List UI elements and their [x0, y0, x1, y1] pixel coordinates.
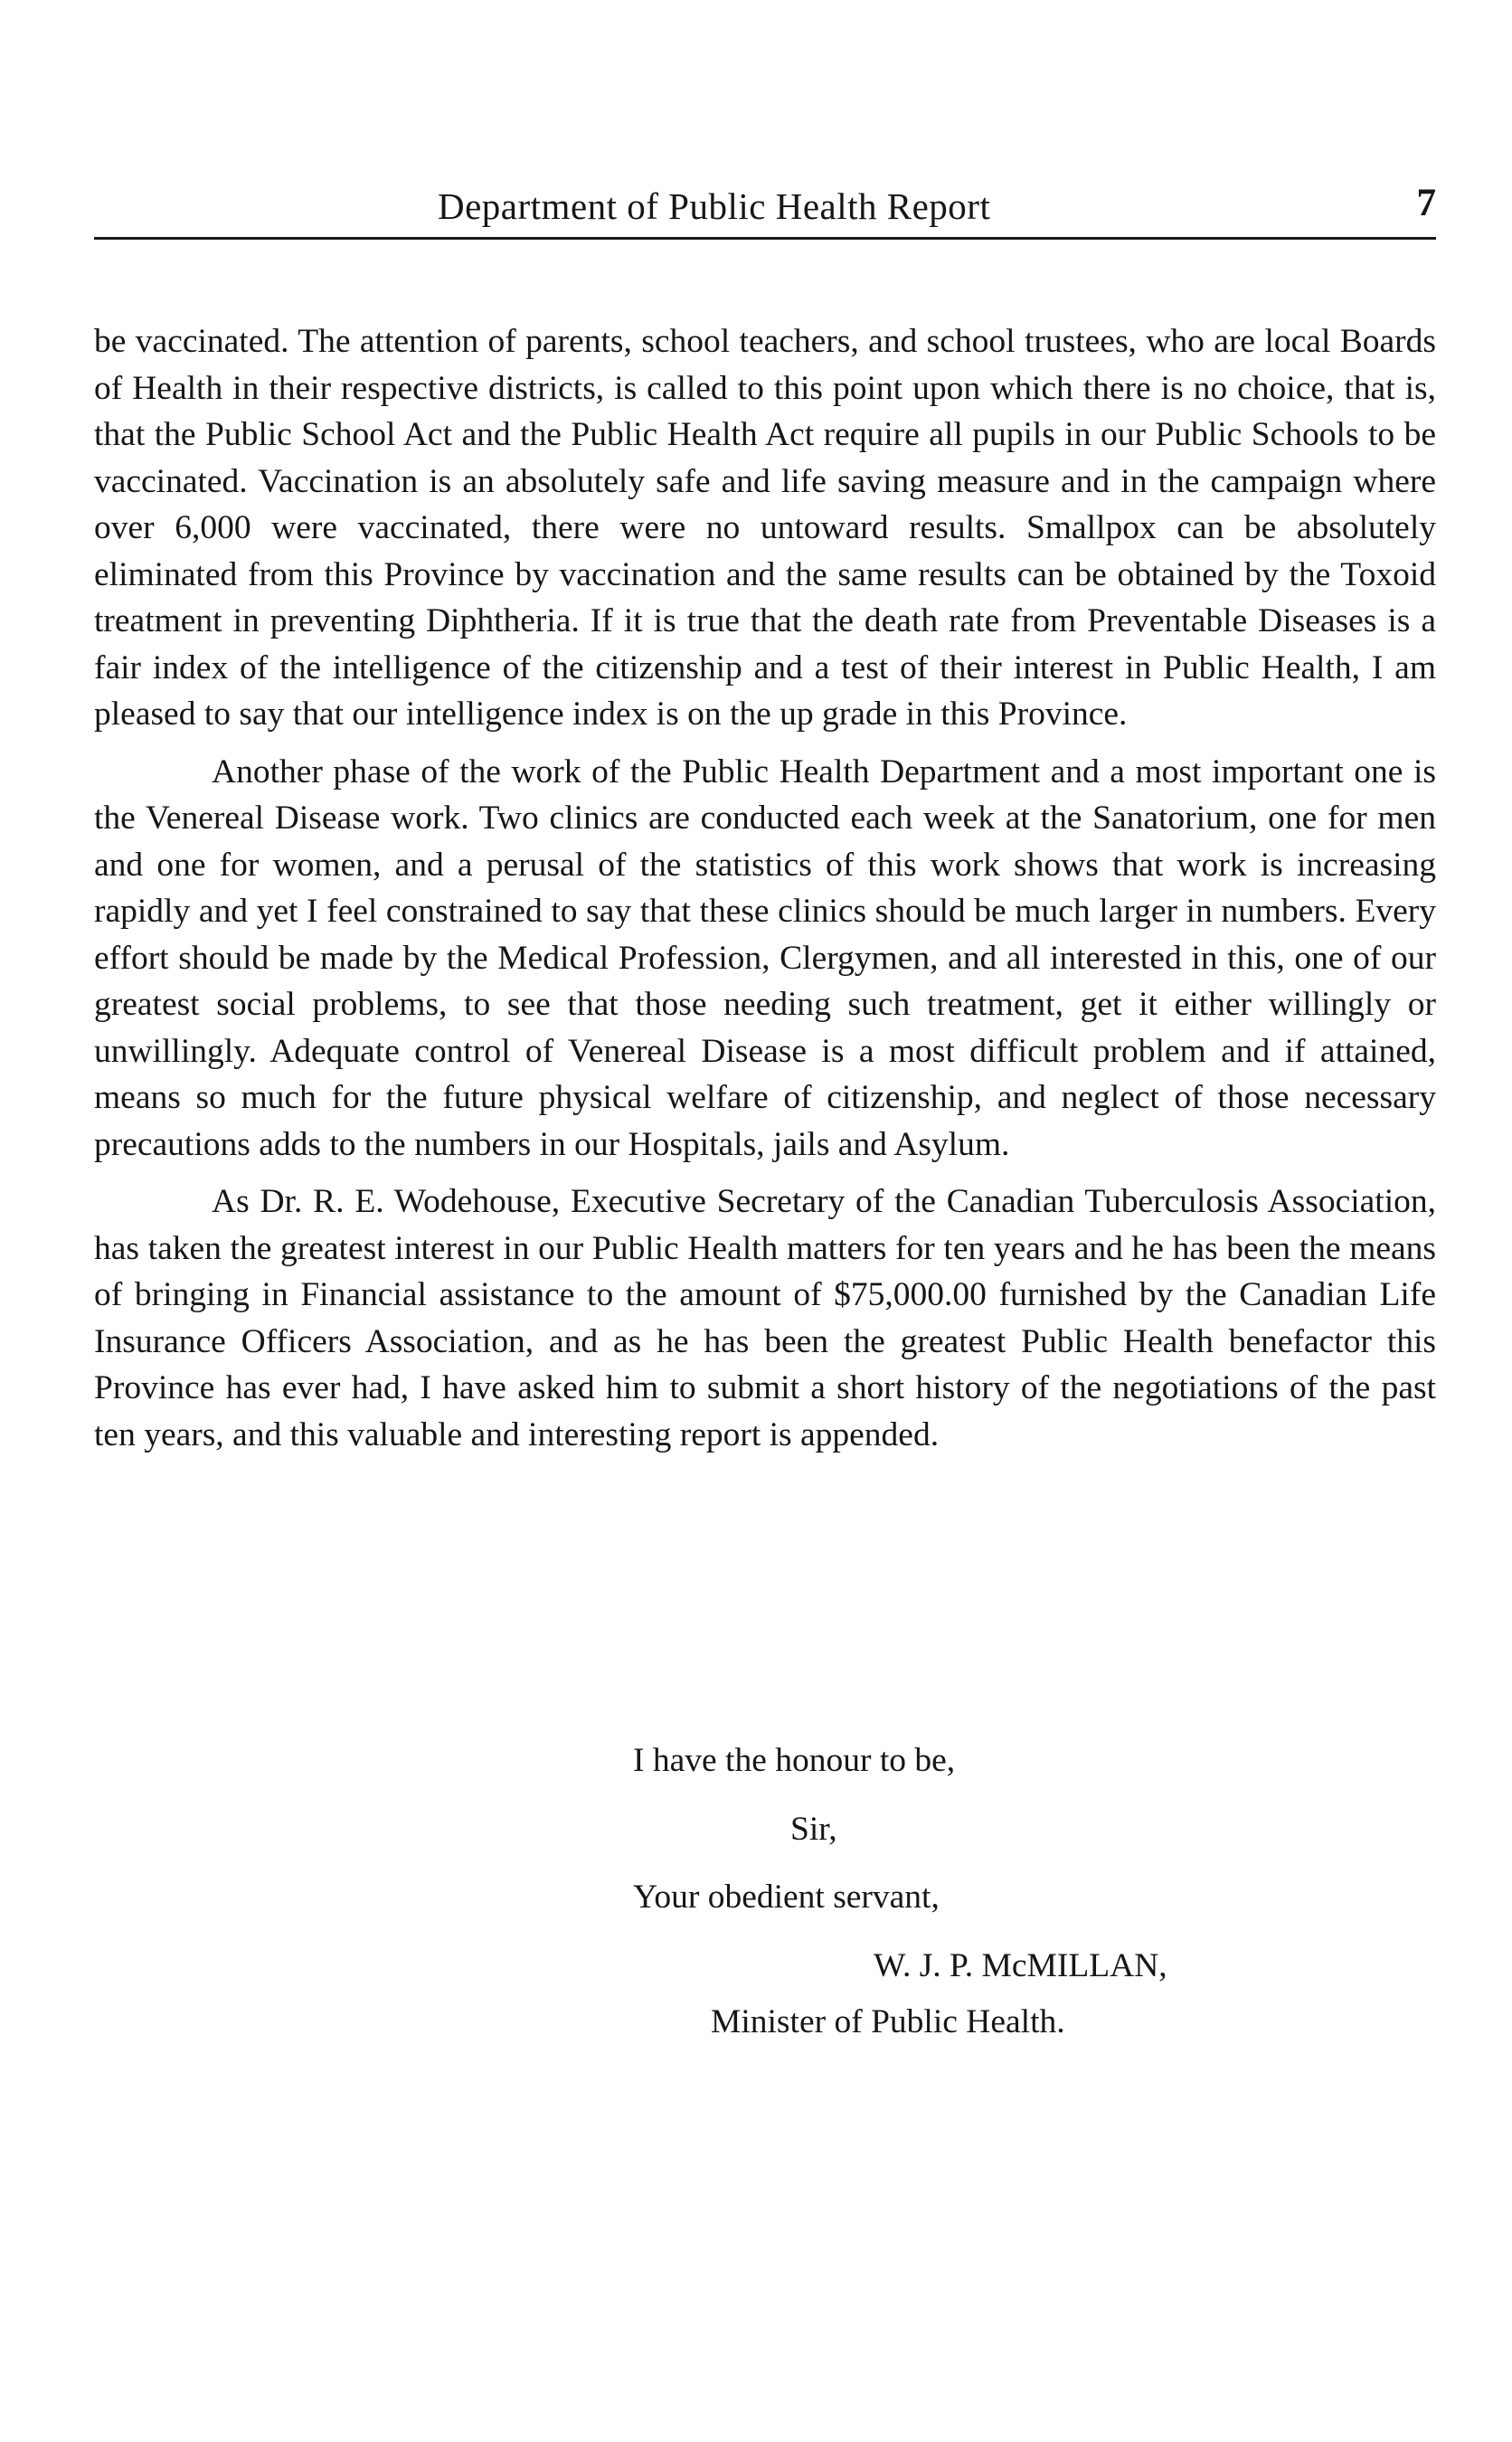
signature-name: W. J. P. McMILLAN, [874, 1947, 1167, 1984]
closing-servant: Your obedient servant, [633, 1879, 940, 1916]
running-header [94, 181, 1436, 235]
paragraph-wodehouse: As Dr. R. E. Wodehouse, Executive Secretary of the Canadian Tuberculosis Association, has taken the greatest interest in our Public Health matters for ten years and he has been the means of bringing in Financial assistance to the amount of $75,000.00 furnished by the Canadian Life Insurance Officers Association, and as he has been the greatest Public Health benefactor this Province has ever had, I have asked him to submit a short history of the negotiations of the past ten years, and this valuable and interesting report is appended. [94, 1183, 1436, 1453]
body-text [94, 318, 1436, 1469]
paragraph-vaccination: be vaccinated. The attention of parents, school teachers, and school trustees, who are local Boards of Health in their respective districts, is called to this point upon which there is no choice, that is, that the Public School Act and the Public Health Act require all pupils in our Public Schools to be vaccinated. Vaccination is an absolutely safe and life saving measure and in the campaign where over 6,000 were vaccinated, there were no untoward results. Smallpox can be absolutely eliminated from this Province by vaccination and the same results can be obtained by the Toxoid treatment in preventing Diphtheria. If it is true that the death rate from Preventable Diseases is a fair index of the intelligence of the citizenship and a test of their interest in Public Health, I am pleased to say that our intelligence index is on the up grade in this Province. [94, 323, 1436, 733]
page-number: 7 [1416, 182, 1436, 224]
paragraph-venereal-disease: Another phase of the work of the Public Health Department and a most important one is the Venereal Disease work. Two clinics are conducted each week at the Sanatorium, one for men and one for women, and a perusal of the statistics of this work shows that work is increasing rapidly and yet I feel constrained to say that these clinics should be much larger in numbers. Every effort should be made by the Medical Profession, Clergymen, and all interested in this, one of our greatest social problems, to see that those needing such treatment, get it either willingly or unwillingly. Adequate control of Venereal Disease is a most difficult problem and if attained, means so much for the future physical welfare of citizenship, and neglect of those necessary precautions adds to the numbers in our Hospitals, jails and Asylum. [94, 752, 1436, 1163]
signature-title: Minister of Public Health. [711, 2003, 1065, 2040]
header-rule [94, 237, 1436, 240]
closing-salutation: Sir, [790, 1811, 837, 1848]
closing-honour: I have the honour to be, [633, 1742, 956, 1779]
running-header-title: Department of Public Health Report [438, 185, 991, 227]
